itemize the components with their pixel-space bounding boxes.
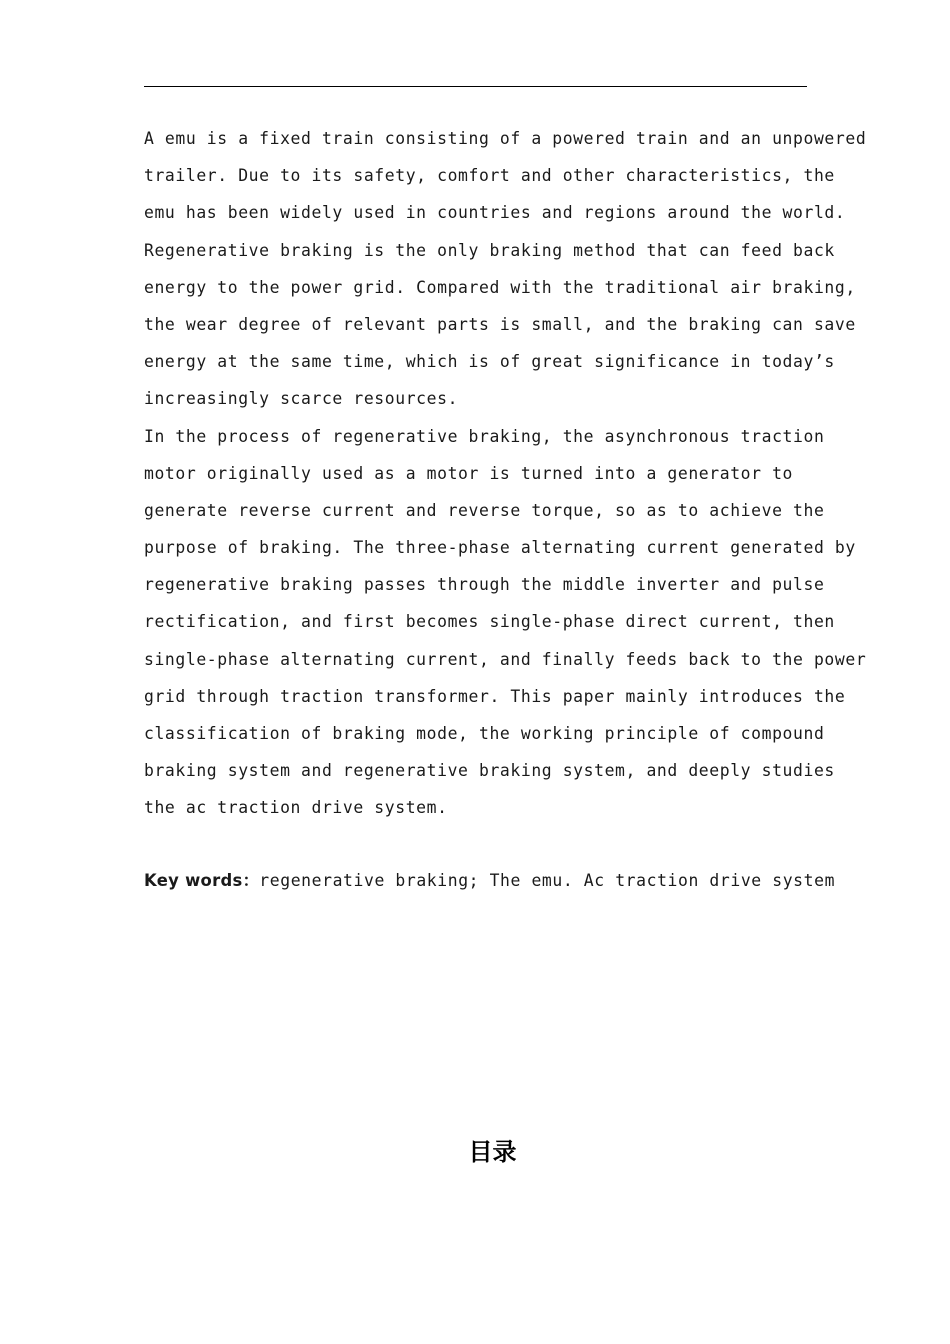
text-line: In the process of regenerative braking, the asynchronous traction: [144, 426, 825, 446]
text-line: energy at the same time, which is of great significance in today’s: [144, 352, 835, 372]
toc-title: 目录: [468, 1138, 517, 1166]
text-line: classification of braking mode, the working principle of compound: [144, 724, 825, 743]
text-line: regenerative braking passes through the middle inverter and pulse: [144, 575, 825, 595]
header-rule: [144, 86, 807, 87]
text-line: emu has been widely used in countries and regions around the world.: [144, 203, 846, 223]
text-line: single-phase alternating current, and finally feeds back to the power: [144, 649, 867, 669]
text-line: generate reverse current and reverse torque, so as to achieve the: [144, 500, 825, 520]
abstract-paragraph-1: [144, 120, 867, 418]
keywords-text: regenerative braking; The emu. Ac traction drive system: [259, 871, 836, 890]
text-line: grid through traction transformer. This paper mainly introduces the: [144, 686, 846, 706]
text-line: increasingly scarce resources.: [144, 389, 459, 409]
text-line: the ac traction drive system.: [144, 798, 448, 818]
text-line: rectification, and first becomes single-phase direct current, then: [144, 612, 835, 632]
text-line: braking system and regenerative braking system, and deeply studies: [144, 761, 835, 781]
text-line: trailer. Due to its safety, comfort and other characteristics, the: [144, 166, 835, 186]
keywords-label: Key words：: [144, 871, 260, 890]
keywords-line: [144, 862, 836, 899]
abstract-paragraph-2: [144, 418, 867, 827]
text-line: purpose of braking. The three-phase alternating current generated by: [144, 538, 856, 558]
abstract-body: [144, 120, 867, 827]
text-line: A emu is a fixed train consisting of a powered train and an unpowered: [144, 129, 867, 148]
text-line: the wear degree of relevant parts is small, and the braking can save: [144, 314, 856, 334]
text-line: energy to the power grid. Compared with the traditional air braking,: [144, 277, 856, 297]
text-line: Regenerative braking is the only braking method that can feed back: [144, 240, 835, 260]
text-line: motor originally used as a motor is turned into a generator to: [144, 463, 794, 483]
